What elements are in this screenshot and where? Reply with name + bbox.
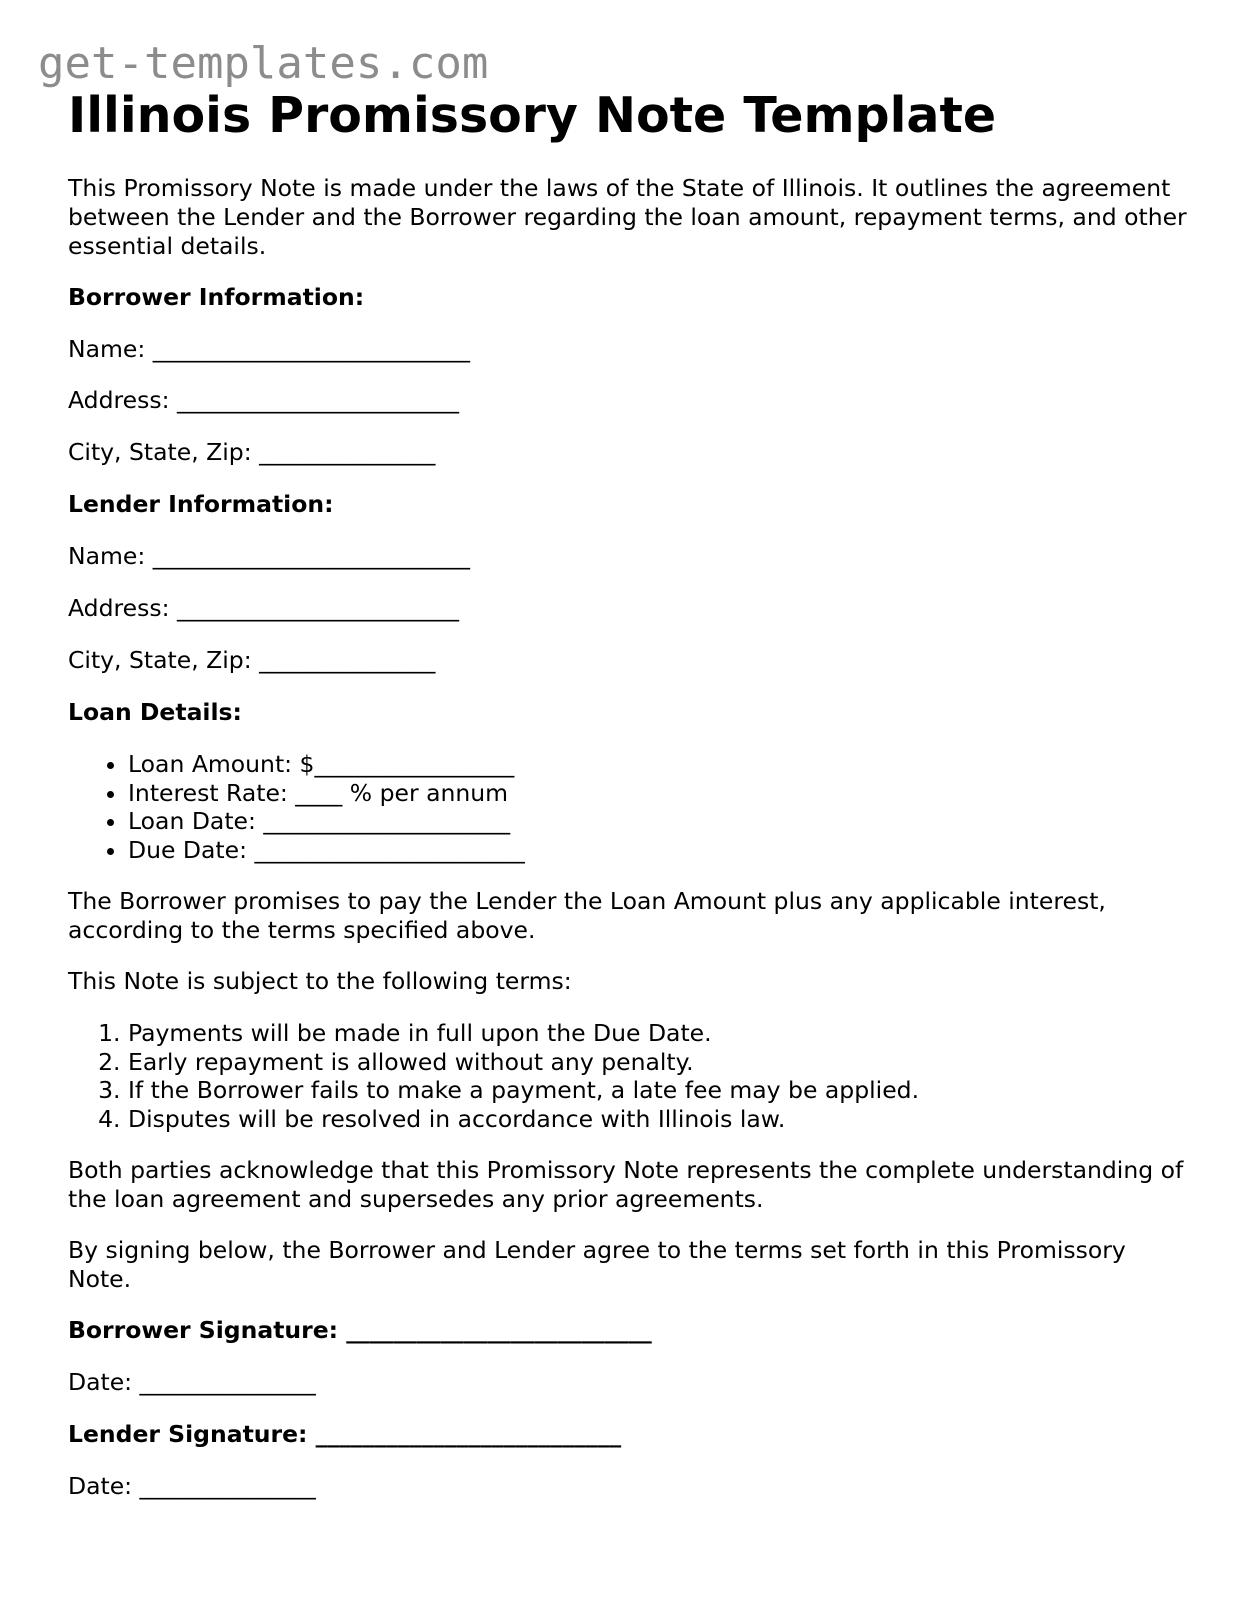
borrower-address-field: Address: ________________________: [68, 386, 459, 414]
term-item: 2. Early repayment is allowed without any penalty.: [128, 1048, 1188, 1077]
lender-city-field: City, State, Zip: _______________: [68, 646, 436, 674]
signing-paragraph: By signing below, the Borrower and Lender agree to the terms set forth in this Promissory Note.: [68, 1236, 1126, 1293]
intro-paragraph: This Promissory Note is made under the laws of the State of Illinois. It outlines the agreement between the Lender and the Borrower regarding the loan amount, repayment terms, and other essential details.: [68, 174, 1187, 260]
term-item: 4. Disputes will be resolved in accordance with Illinois law.: [128, 1105, 1188, 1134]
page-title: Illinois Promissory Note Template: [68, 87, 997, 144]
lender-date-field: Date: _______________: [68, 1472, 316, 1500]
watermark: get-templates.com: [38, 38, 489, 89]
lender-address-field: Address: ________________________: [68, 594, 459, 622]
borrower-date-field: Date: _______________: [68, 1368, 316, 1396]
borrower-signature-field: Borrower Signature: __________________________: [68, 1316, 652, 1344]
lender-heading: Lender Information:: [68, 490, 334, 518]
lender-name-field: Name: ___________________________: [68, 542, 470, 570]
interest-rate-item: • Interest Rate: ____ % per annum: [128, 779, 1188, 808]
term-item: 3. If the Borrower fails to make a payment, a late fee may be applied.: [128, 1076, 1188, 1105]
terms-list: [68, 1019, 1188, 1133]
promise-paragraph: The Borrower promises to pay the Lender the Loan Amount plus any applicable interest, according to the terms specified above.: [68, 887, 1106, 944]
borrower-name-field: Name: ___________________________: [68, 335, 470, 363]
term-item: 1. Payments will be made in full upon the Due Date.: [128, 1019, 1188, 1048]
loan-date-item: • Loan Date: _____________________: [128, 807, 1188, 836]
loan-details-heading: Loan Details:: [68, 698, 242, 726]
loan-details-list: [68, 750, 1188, 864]
due-date-item: • Due Date: _______________________: [128, 836, 1188, 865]
borrower-heading: Borrower Information:: [68, 283, 365, 311]
borrower-city-field: City, State, Zip: _______________: [68, 438, 436, 466]
loan-amount-item: • Loan Amount: $_________________: [128, 750, 1188, 779]
lender-signature-field: Lender Signature: __________________________: [68, 1420, 622, 1448]
terms-intro: This Note is subject to the following terms:: [68, 967, 572, 995]
acknowledge-paragraph: Both parties acknowledge that this Promissory Note represents the complete understanding of the loan agreement and supersedes any prior agreements.: [68, 1156, 1184, 1213]
